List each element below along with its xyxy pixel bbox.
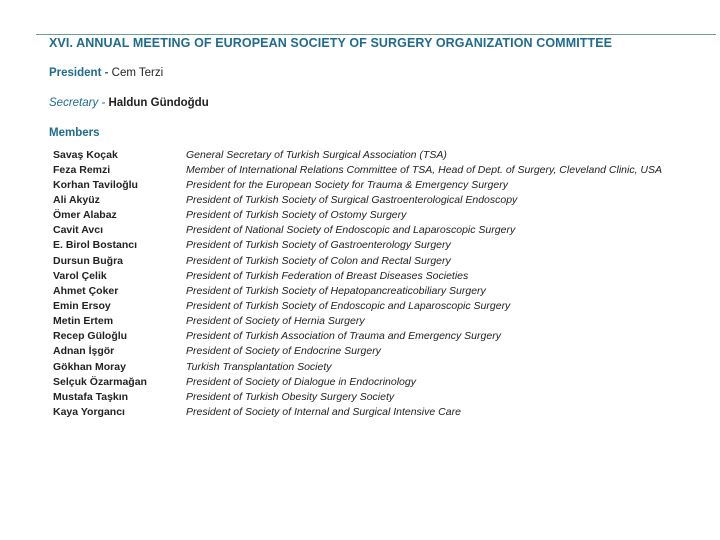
member-role: President of Turkish Society of Colon and Rectal Surgery — [186, 254, 451, 267]
member-row — [53, 253, 713, 268]
member-name: Mustafa Taşkın — [53, 390, 129, 403]
member-name: Recep Güloğlu — [53, 330, 128, 343]
member-role: President of National Society of Endoscopic and Laparoscopic Surgery — [186, 224, 516, 237]
member-row — [53, 238, 713, 253]
member-role: President of Society of Dialogue in Endocrinology — [186, 375, 416, 388]
members-list — [53, 147, 713, 420]
member-row — [53, 192, 713, 207]
member-role: President of Turkish Society of Ostomy Surgery — [186, 209, 407, 222]
member-name: Savaş Koçak — [53, 148, 118, 161]
member-role: President for the European Society for Trauma & Emergency Surgery — [186, 178, 508, 191]
top-divider — [36, 34, 716, 35]
member-name: Korhan Taviloğlu — [53, 178, 138, 191]
member-row — [53, 268, 713, 283]
president-label: President - — [49, 67, 109, 79]
member-name: Emin Ersoy — [53, 299, 111, 312]
member-row — [53, 177, 713, 192]
member-row — [53, 283, 713, 298]
member-row — [53, 147, 713, 162]
member-name: E. Birol Bostancı — [53, 239, 138, 252]
member-name: Metin Ertem — [53, 315, 114, 328]
secretary-label: Secretary - — [49, 97, 106, 109]
member-role: President of Turkish Federation of Breast Diseases Societies — [186, 269, 469, 282]
member-name: Ahmet Çoker — [53, 284, 119, 297]
member-role: President of Turkish Society of Endoscopic and Laparoscopic Surgery — [186, 299, 511, 312]
member-row — [53, 344, 713, 359]
member-name: Cavit Avcı — [53, 224, 103, 237]
member-row — [53, 329, 713, 344]
member-role: Turkish Transplantation Society — [186, 360, 332, 373]
member-role: President of Turkish Society of Hepatopancreaticobiliary Surgery — [186, 284, 486, 297]
member-role: General Secretary of Turkish Surgical Association (TSA) — [186, 148, 447, 161]
member-name: Selçuk Özarmağan — [53, 375, 147, 388]
member-name: Ali Akyüz — [53, 193, 100, 206]
member-role: President of Society of Endocrine Surgery — [186, 345, 381, 358]
member-row — [53, 404, 713, 419]
members-heading: Members — [49, 127, 100, 139]
member-role: President of Turkish Society of Gastroenterology Surgery — [186, 239, 451, 252]
member-row — [53, 374, 713, 389]
secretary-name: Haldun Gündoğdu — [108, 97, 209, 109]
page-title: XVI. ANNUAL MEETING OF EUROPEAN SOCIETY OF SURGERY ORGANIZATION COMMITTEE — [49, 36, 613, 50]
member-name: Gökhan Moray — [53, 360, 126, 373]
member-name: Varol Çelik — [53, 269, 107, 282]
president-line — [49, 67, 163, 79]
member-role: President of Society of Internal and Surgical Intensive Care — [186, 405, 461, 418]
member-role: President of Society of Hernia Surgery — [186, 315, 365, 328]
member-name: Feza Remzi — [53, 163, 111, 176]
member-name: Adnan İşgör — [53, 345, 115, 358]
member-role: Member of International Relations Committee of TSA, Head of Dept. of Surgery, Cleveland Clinic, USA — [186, 163, 663, 176]
member-row — [53, 389, 713, 404]
member-name: Kaya Yorgancı — [53, 405, 125, 418]
member-name: Ömer Alabaz — [53, 209, 117, 222]
member-row — [53, 208, 713, 223]
member-role: President of Turkish Obesity Surgery Society — [186, 390, 395, 403]
member-row — [53, 162, 713, 177]
member-role: President of Turkish Society of Surgical Gastroenterological Endoscopy — [186, 193, 518, 206]
member-name: Dursun Buğra — [53, 254, 124, 267]
member-row — [53, 314, 713, 329]
member-row — [53, 359, 713, 374]
member-role: President of Turkish Association of Trauma and Emergency Surgery — [186, 330, 501, 343]
secretary-line — [49, 97, 209, 109]
member-row — [53, 223, 713, 238]
member-row — [53, 298, 713, 313]
president-name: Cem Terzi — [111, 67, 164, 79]
